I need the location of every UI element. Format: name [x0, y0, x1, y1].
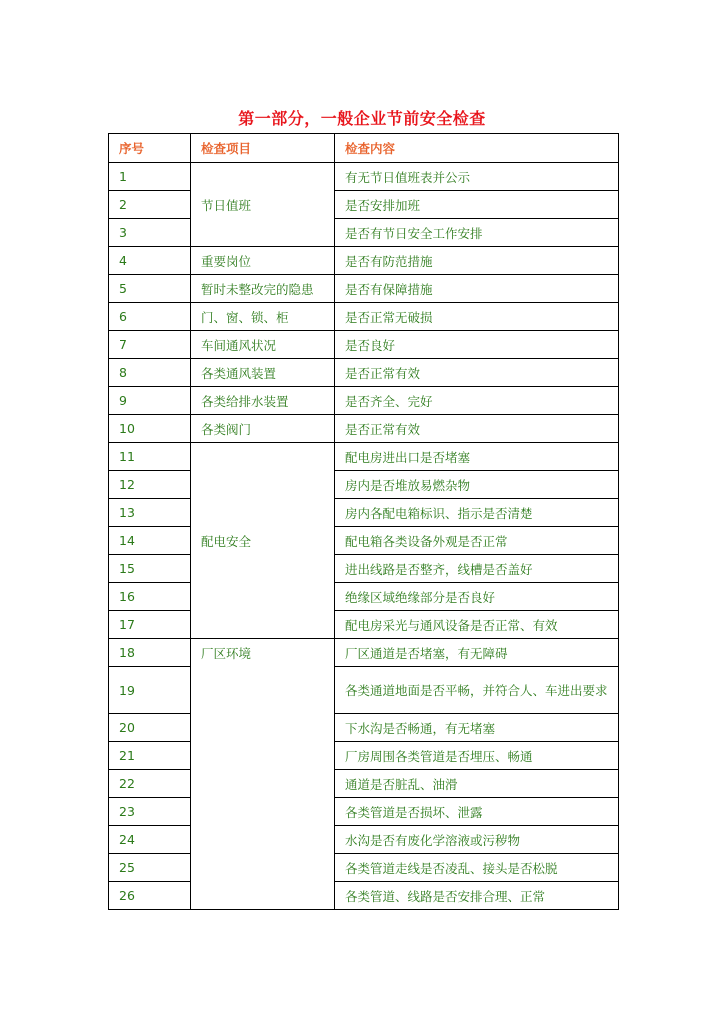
- check-content: 水沟是否有废化学溶液或污秽物: [335, 826, 619, 854]
- check-item: 各类通风装置: [191, 359, 335, 387]
- row-number: 8: [109, 359, 191, 387]
- check-content: 是否有保障措施: [335, 275, 619, 303]
- table-row: [109, 826, 619, 854]
- check-content: 厂房周围各类管道是否埋压、畅通: [335, 742, 619, 770]
- header-item: 检查项目: [191, 134, 335, 163]
- check-content: 是否安排加班: [335, 191, 619, 219]
- table-row: [109, 854, 619, 882]
- row-number: 11: [109, 443, 191, 471]
- header-content: 检查内容: [335, 134, 619, 163]
- table-row: [109, 714, 619, 742]
- check-content: 是否有节日安全工作安排: [335, 219, 619, 247]
- row-number: 12: [109, 471, 191, 499]
- table-row: [109, 163, 619, 191]
- table-row: [109, 387, 619, 415]
- table-row: [109, 499, 619, 527]
- table-row: [109, 303, 619, 331]
- check-item: 门、窗、锁、柜: [191, 303, 335, 331]
- check-item: 暂时未整改完的隐患: [191, 275, 335, 303]
- check-content: 配电房采光与通风设备是否正常、有效: [335, 611, 619, 639]
- header-number: 序号: [109, 134, 191, 163]
- check-content: 各类管道走线是否凌乱、接头是否松脱: [335, 854, 619, 882]
- check-content: 是否齐全、完好: [335, 387, 619, 415]
- row-number: 26: [109, 882, 191, 910]
- row-number: 3: [109, 219, 191, 247]
- check-content: 是否正常有效: [335, 415, 619, 443]
- row-number: 25: [109, 854, 191, 882]
- check-content: 是否正常无破损: [335, 303, 619, 331]
- table-row: [109, 471, 619, 499]
- table-row: [109, 275, 619, 303]
- table-row: [109, 415, 619, 443]
- check-content: 配电箱各类设备外观是否正常: [335, 527, 619, 555]
- row-number: 17: [109, 611, 191, 639]
- check-content: 房内是否堆放易燃杂物: [335, 471, 619, 499]
- check-content: 是否正常有效: [335, 359, 619, 387]
- table-row: [109, 219, 619, 247]
- check-content: 各类管道、线路是否安排合理、正常: [335, 882, 619, 910]
- row-number: 4: [109, 247, 191, 275]
- table-row: [109, 611, 619, 639]
- row-number: 20: [109, 714, 191, 742]
- check-content: 绝缘区域绝缘部分是否良好: [335, 583, 619, 611]
- check-content: 配电房进出口是否堵塞: [335, 443, 619, 471]
- row-number: 14: [109, 527, 191, 555]
- check-content: 下水沟是否畅通，有无堵塞: [335, 714, 619, 742]
- check-content: 是否良好: [335, 331, 619, 359]
- row-number: 5: [109, 275, 191, 303]
- row-number: 24: [109, 826, 191, 854]
- table-row: [109, 798, 619, 826]
- table-row: [109, 555, 619, 583]
- row-number: 21: [109, 742, 191, 770]
- check-content: 进出线路是否整齐，线槽是否盖好: [335, 555, 619, 583]
- table-header-row: [109, 134, 619, 163]
- table-row: [109, 583, 619, 611]
- check-content: 有无节日值班表并公示: [335, 163, 619, 191]
- row-number: 18: [109, 639, 191, 667]
- table-row: [109, 331, 619, 359]
- row-number: 15: [109, 555, 191, 583]
- check-content: 各类通道地面是否平畅，并符合人、车进出要求: [335, 667, 619, 714]
- row-number: 23: [109, 798, 191, 826]
- row-number: 22: [109, 770, 191, 798]
- table-row: [109, 639, 619, 667]
- inspection-table: [108, 133, 619, 910]
- check-item: 配电安全: [191, 443, 335, 639]
- check-content: 房内各配电箱标识、指示是否清楚: [335, 499, 619, 527]
- check-content: 通道是否脏乱、油滑: [335, 770, 619, 798]
- row-number: 7: [109, 331, 191, 359]
- table-row: [109, 770, 619, 798]
- row-number: 6: [109, 303, 191, 331]
- check-item: 重要岗位: [191, 247, 335, 275]
- table-row: [109, 247, 619, 275]
- row-number: 1: [109, 163, 191, 191]
- table-row: [109, 527, 619, 555]
- check-item: 厂区环境: [191, 639, 335, 910]
- table-row: [109, 882, 619, 910]
- row-number: 16: [109, 583, 191, 611]
- table-row: [109, 443, 619, 471]
- row-number: 19: [109, 667, 191, 714]
- check-item: 节日值班: [191, 163, 335, 247]
- table-row: [109, 191, 619, 219]
- check-content: 厂区通道是否堵塞，有无障碍: [335, 639, 619, 667]
- check-item: 各类阀门: [191, 415, 335, 443]
- row-number: 9: [109, 387, 191, 415]
- table-row: [109, 742, 619, 770]
- check-content: 是否有防范措施: [335, 247, 619, 275]
- table-row: [109, 359, 619, 387]
- check-item: 各类给排水装置: [191, 387, 335, 415]
- row-number: 13: [109, 499, 191, 527]
- row-number: 10: [109, 415, 191, 443]
- check-content: 各类管道是否损坏、泄露: [335, 798, 619, 826]
- page-title: 第一部分，一般企业节前安全检查: [238, 109, 486, 128]
- row-number: 2: [109, 191, 191, 219]
- check-item: 车间通风状况: [191, 331, 335, 359]
- table-row: [109, 667, 619, 714]
